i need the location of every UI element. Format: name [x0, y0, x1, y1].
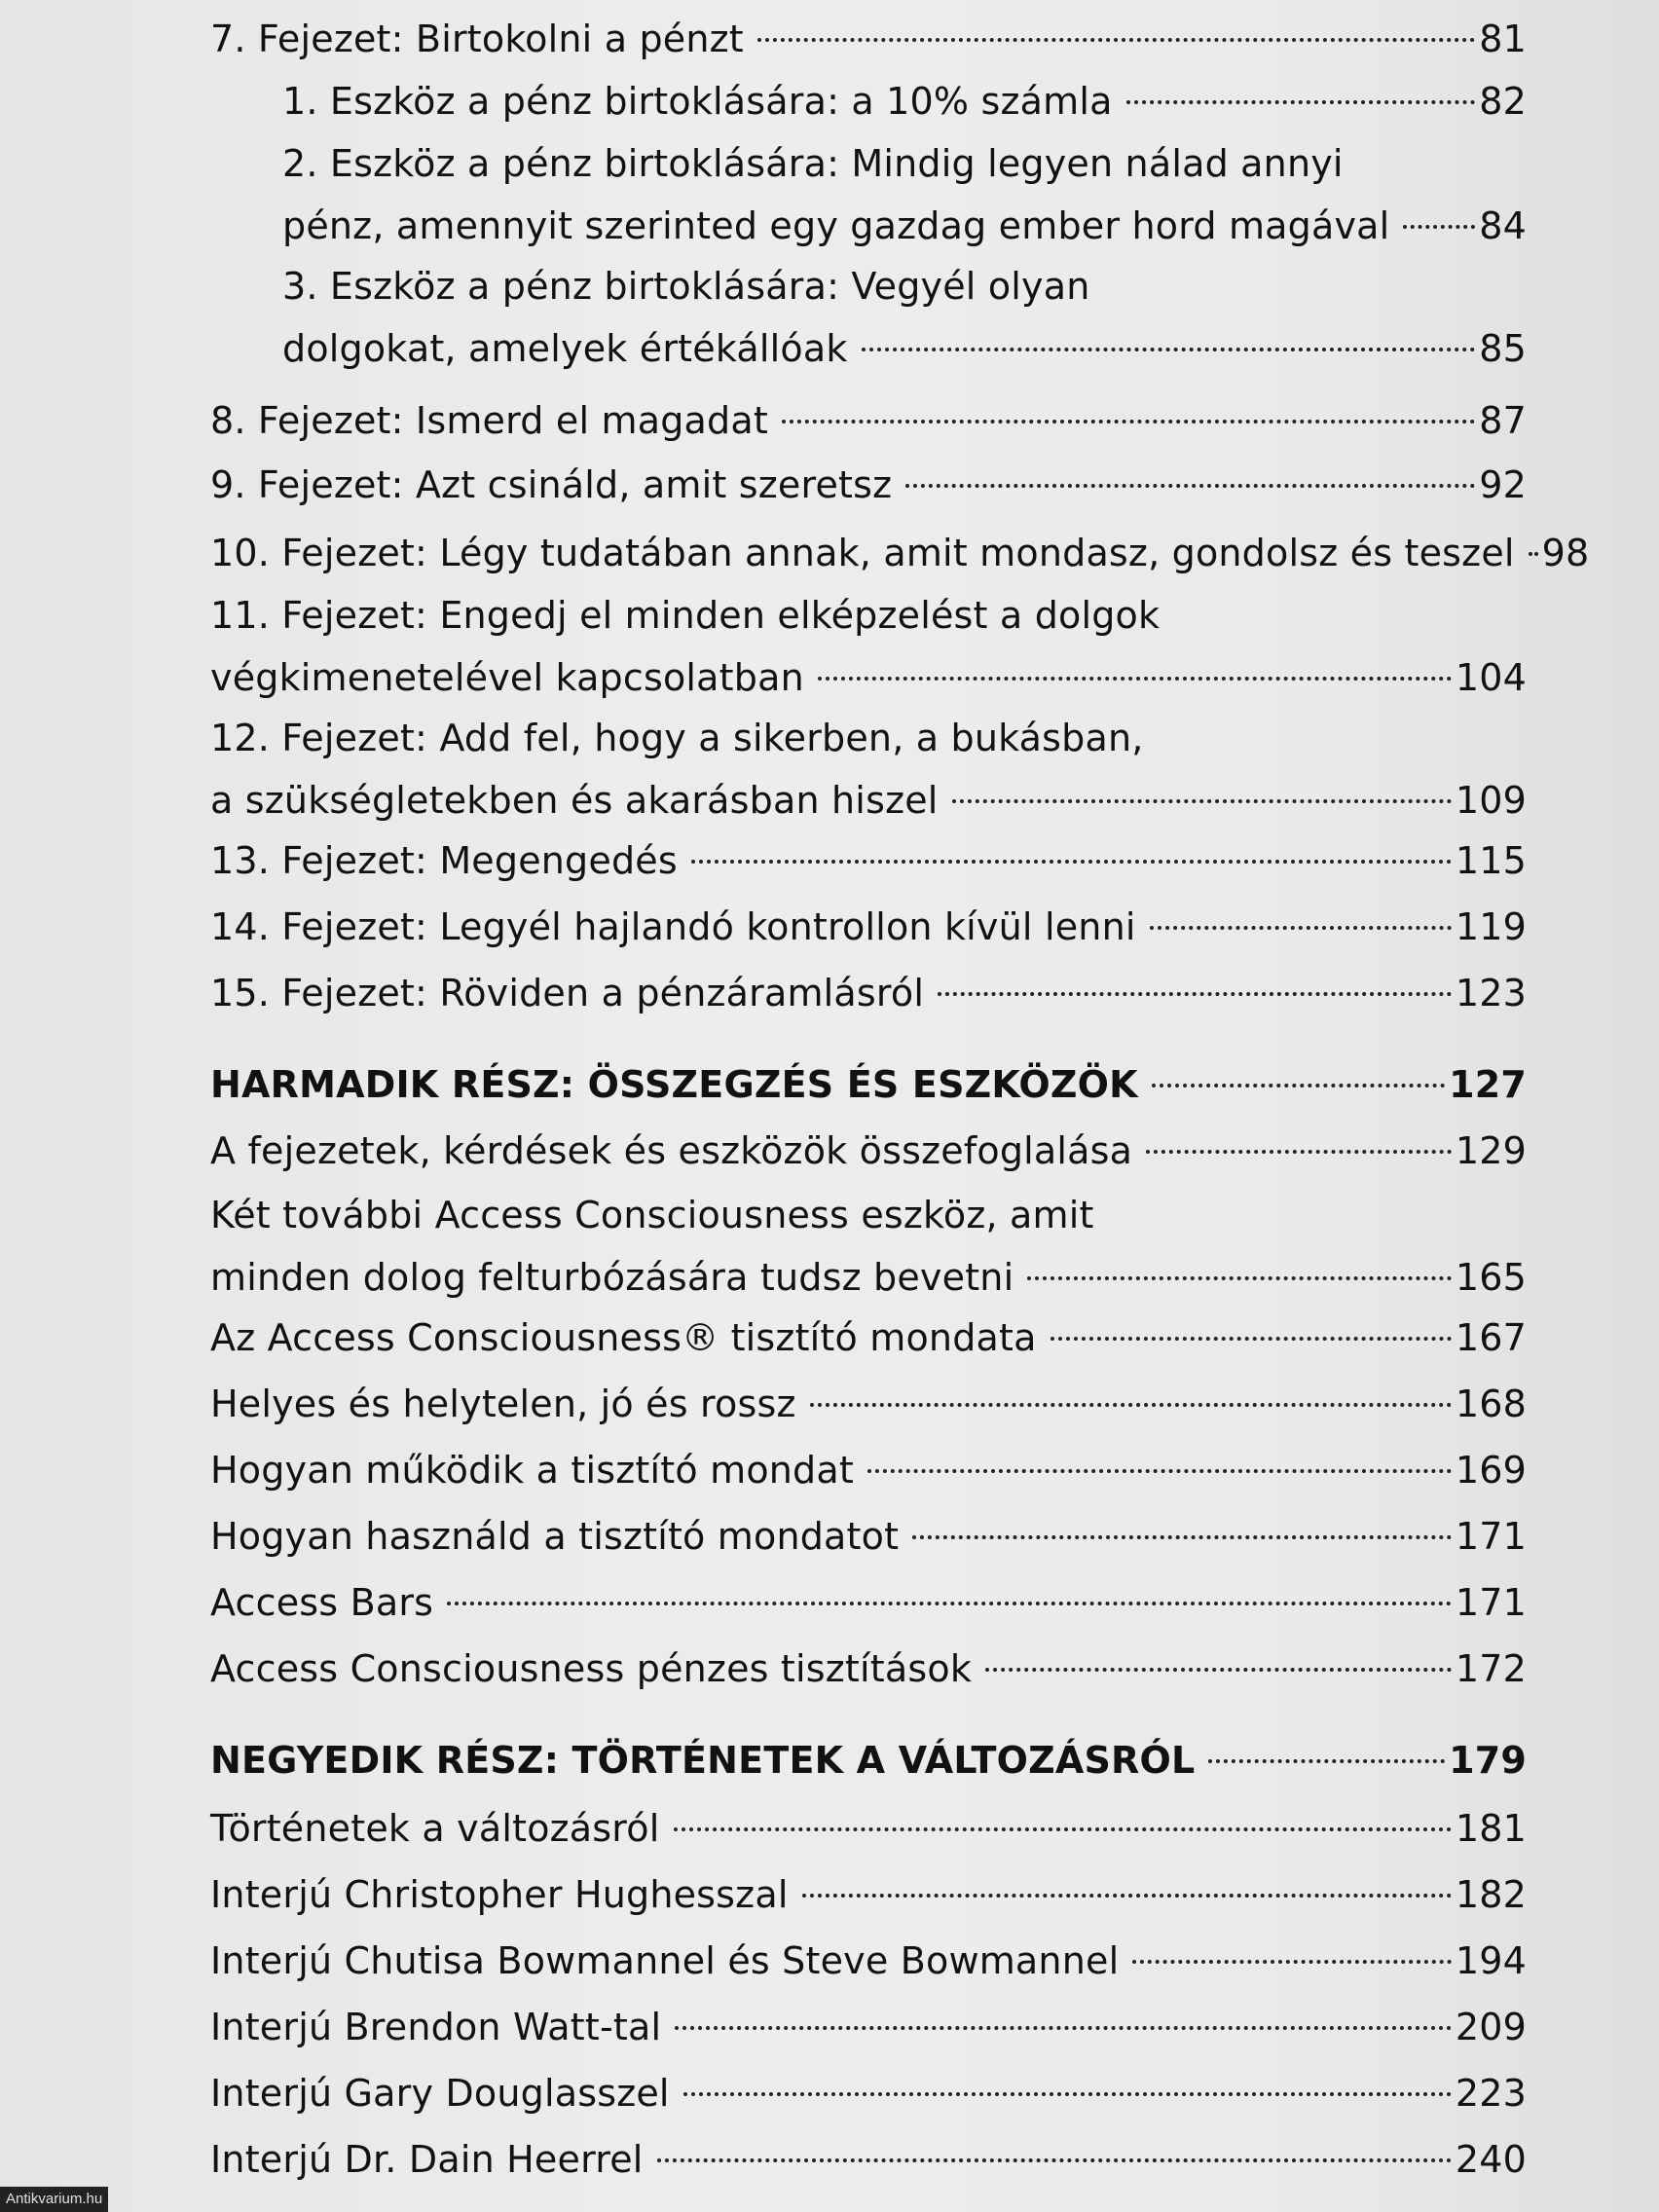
toc-entry-title-lead: Két további Access Consciousness eszköz, amit	[210, 1194, 1094, 1236]
toc-entry-title: 8. Fejezet: Ismerd el magadat	[210, 399, 768, 442]
toc-entry-money-clearings	[210, 1638, 1527, 1700]
dot-leader	[1152, 1084, 1445, 1088]
toc-entry-title: Interjú Christopher Hughesszal	[210, 1873, 789, 1916]
dot-leader	[905, 484, 1475, 488]
toc-entry-page: 84	[1479, 204, 1527, 247]
toc-entry-chapter-8	[210, 389, 1527, 452]
toc-entry-page: 167	[1455, 1316, 1527, 1359]
section-heading: NEGYEDIK RÉSZ: TÖRTÉNETEK A VÁLTOZÁSRÓL	[210, 1739, 1196, 1782]
dot-leader	[1132, 1960, 1452, 1964]
toc-entry-title-lead: 12. Fejezet: Add fel, hogy a sikerben, a bukásban,	[210, 717, 1144, 759]
toc-entry-page: 109	[1455, 779, 1527, 822]
dot-leader	[757, 38, 1475, 42]
dot-leader	[912, 1535, 1452, 1539]
toc-entry-title: Hogyan használd a tisztító mondatot	[210, 1515, 900, 1558]
toc-entry-page: 223	[1455, 2072, 1527, 2115]
toc-entry-right-wrong	[210, 1373, 1527, 1435]
toc-entry-summary	[210, 1120, 1527, 1182]
toc-entry-page: 92	[1479, 463, 1527, 506]
watermark: Antikvarium.hu	[0, 2187, 108, 2212]
toc-entry-page: 82	[1479, 80, 1527, 123]
toc-entry-page: 127	[1449, 1063, 1527, 1106]
toc-entry-title: A fejezetek, kérdések és eszközök összefoglalása	[210, 1129, 1133, 1172]
toc-entry-page: 168	[1455, 1382, 1527, 1425]
toc-entry-page: 171	[1455, 1581, 1527, 1624]
toc-entry-access-bars	[210, 1571, 1527, 1634]
dot-leader	[674, 1827, 1452, 1831]
toc-entry-page: 98	[1541, 532, 1590, 574]
toc-entry-title: dolgokat, amelyek értékállóak	[282, 327, 848, 370]
toc-entry-title: 14. Fejezet: Legyél hajlandó kontrollon kívül lenni	[210, 905, 1136, 948]
toc-entry-title: végkimenetelével kapcsolatban	[210, 656, 804, 699]
toc-section-part-four	[210, 1729, 1527, 1791]
toc-entry-page: 81	[1479, 18, 1527, 60]
dot-leader	[1027, 1276, 1452, 1280]
dot-leader	[818, 677, 1452, 681]
dot-leader	[862, 348, 1476, 351]
dot-leader	[952, 799, 1452, 803]
toc-entry-title: Interjú Gary Douglasszel	[210, 2072, 670, 2115]
toc-entry-title: Hogyan működik a tisztító mondat	[210, 1449, 854, 1492]
toc-entry-stories	[210, 1797, 1527, 1860]
toc-entry-tool-1	[282, 70, 1527, 132]
toc-entry-page: 171	[1455, 1515, 1527, 1558]
dot-leader	[985, 1668, 1452, 1672]
toc-entry-page: 240	[1455, 2138, 1527, 2181]
toc-entry-interview-hughes	[210, 1863, 1527, 1926]
toc-entry-title: Interjú Brendon Watt-tal	[210, 2006, 662, 2048]
toc-entry-title: Access Bars	[210, 1581, 434, 1624]
toc-entry-how-to-use	[210, 1505, 1527, 1567]
dot-leader	[810, 1403, 1452, 1407]
toc-entry-title: Helyes és helytelen, jó és rossz	[210, 1382, 796, 1425]
toc-entry-title: Interjú Chutisa Bowmannel és Steve Bowmannel	[210, 1939, 1120, 1982]
dot-leader	[1146, 1150, 1452, 1154]
dot-leader	[1529, 552, 1538, 556]
toc-entry-title: Történetek a változásról	[210, 1807, 660, 1850]
toc-entry-interview-bowman	[210, 1930, 1527, 1992]
toc-entry-page: 123	[1455, 972, 1527, 1014]
toc-entry-title: 13. Fejezet: Megengedés	[210, 839, 678, 882]
dot-leader	[1403, 225, 1475, 229]
dot-leader	[447, 1602, 1452, 1605]
toc-entry-chapter-13	[210, 830, 1527, 892]
toc-entry-page: 209	[1455, 2006, 1527, 2048]
toc-entry-page: 182	[1455, 1873, 1527, 1916]
dot-leader	[1126, 100, 1476, 104]
toc-entry-two-more-tools	[210, 1184, 1527, 1309]
dot-leader	[802, 1894, 1452, 1898]
toc-entry-page: 85	[1479, 327, 1527, 370]
dot-leader	[675, 2026, 1452, 2030]
toc-entry-clearing-statement	[210, 1307, 1527, 1369]
toc-entry-tool-3	[282, 255, 1527, 380]
toc-entry-chapter-10	[210, 522, 1590, 584]
toc-entry-page: 165	[1455, 1256, 1527, 1299]
toc-entry-page: 129	[1455, 1129, 1527, 1172]
dot-leader	[1208, 1759, 1445, 1763]
toc-entry-page: 194	[1455, 1939, 1527, 1982]
toc-entry-chapter-15	[210, 962, 1527, 1024]
dot-leader	[1051, 1337, 1452, 1341]
toc-entry-title: Az Access Consciousness® tisztító mondata	[210, 1316, 1037, 1359]
toc-entry-title-lead: 2. Eszköz a pénz birtoklására: Mindig legyen nálad annyi	[282, 142, 1344, 185]
toc-entry-chapter-7	[210, 8, 1527, 70]
toc-entry-interview-heer	[210, 2128, 1527, 2191]
toc-entry-how-it-works	[210, 1439, 1527, 1501]
dot-leader	[683, 2092, 1452, 2096]
toc-entry-page: 169	[1455, 1449, 1527, 1492]
toc-entry-title-lead: 3. Eszköz a pénz birtoklására: Vegyél olyan	[282, 265, 1090, 308]
toc-entry-title: minden dolog felturbózására tudsz bevetni	[210, 1256, 1014, 1299]
toc-entry-title: Interjú Dr. Dain Heerrel	[210, 2138, 644, 2181]
dot-leader	[657, 2158, 1452, 2162]
toc-entry-interview-watt	[210, 1996, 1527, 2058]
toc-entry-page: 87	[1479, 399, 1527, 442]
toc-entry-page: 179	[1449, 1739, 1527, 1782]
toc-entry-page: 181	[1455, 1807, 1527, 1850]
toc-entry-title: 9. Fejezet: Azt csináld, amit szeretsz	[210, 463, 893, 506]
toc-entry-page: 172	[1455, 1647, 1527, 1690]
toc-entry-title: 10. Fejezet: Légy tudatában annak, amit mondasz, gondolsz és teszel	[210, 532, 1515, 574]
toc-entry-page: 115	[1455, 839, 1527, 882]
dot-leader	[938, 992, 1452, 996]
toc-entry-title-lead: 11. Fejezet: Engedj el minden elképzelést a dolgok	[210, 594, 1161, 637]
dot-leader	[867, 1469, 1452, 1473]
toc-entry-title: 15. Fejezet: Röviden a pénzáramlásról	[210, 972, 925, 1014]
dot-leader	[691, 860, 1452, 864]
toc-entry-tool-2	[282, 132, 1527, 257]
toc-entry-chapter-9	[210, 454, 1527, 516]
toc-entry-title: pénz, amennyit szerinted egy gazdag ember hord magával	[282, 204, 1390, 247]
toc-entry-page: 104	[1455, 656, 1527, 699]
dot-leader	[782, 420, 1475, 424]
toc-section-part-three	[210, 1053, 1527, 1116]
toc-entry-interview-douglas	[210, 2062, 1527, 2124]
dot-leader	[1150, 926, 1452, 930]
toc-entry-title: a szükségletekben és akarásban hiszel	[210, 779, 939, 822]
section-heading: HARMADIK RÉSZ: ÖSSZEGZÉS ÉS ESZKÖZÖK	[210, 1063, 1138, 1106]
toc-entry-chapter-11	[210, 584, 1527, 709]
toc-entry-page: 119	[1455, 905, 1527, 948]
toc-entry-chapter-14	[210, 896, 1527, 958]
toc-entry-title: Access Consciousness pénzes tisztítások	[210, 1647, 973, 1690]
toc-entry-title: 7. Fejezet: Birtokolni a pénzt	[210, 18, 744, 60]
toc-entry-title: 1. Eszköz a pénz birtoklására: a 10% számla	[282, 80, 1113, 123]
toc-entry-chapter-12	[210, 707, 1527, 831]
